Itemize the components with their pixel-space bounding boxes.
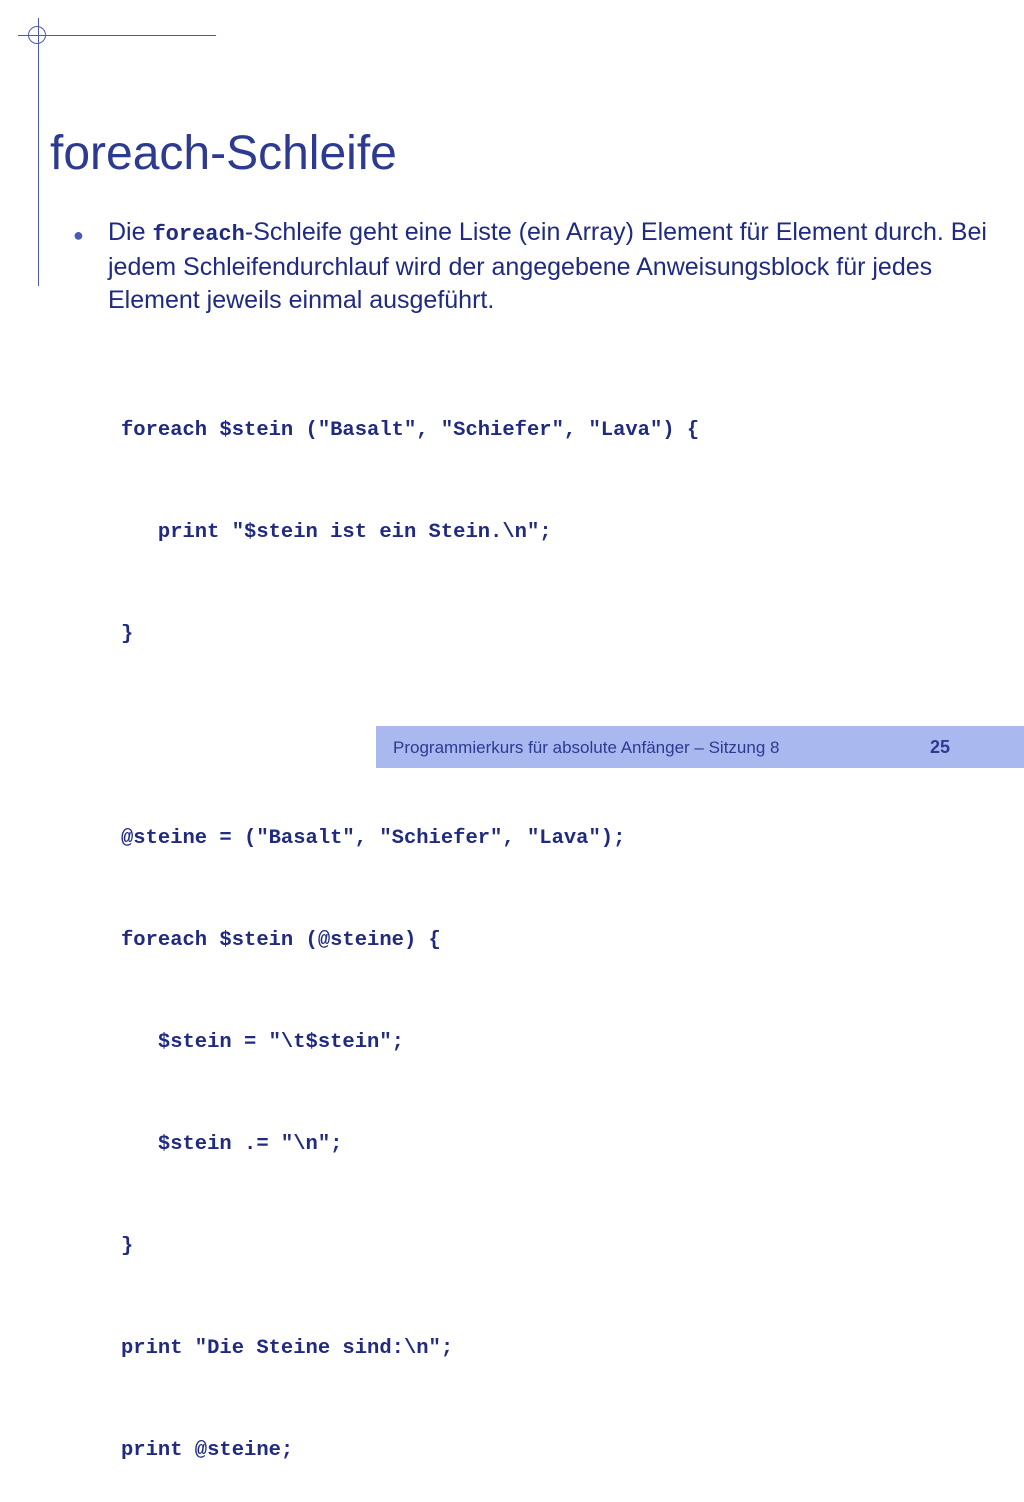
code-line: } xyxy=(121,1235,134,1258)
footer-text: Programmierkurs für absolute Anfänger – Sitzung 8 xyxy=(393,738,780,757)
bullet-text-post: -Schleife geht eine Liste (ein Array) Element für Element durch. Bei jedem Schleifendurchlauf wird der angegebene Anweisungsblock für jedes Element jeweils einmal ausgeführt. xyxy=(108,218,987,314)
code-block xyxy=(121,346,699,1502)
code-line: } xyxy=(121,623,134,646)
code-line: print @steine; xyxy=(121,1439,294,1462)
code-line: foreach $stein ("Basalt", "Schiefer", "Lava") { xyxy=(121,419,700,442)
bullet-text xyxy=(108,216,998,317)
slide-title: foreach-Schleife xyxy=(50,127,397,180)
decoration-vertical-line xyxy=(38,18,39,286)
code-line: $stein .= "\n"; xyxy=(121,1133,343,1156)
code-line: $stein = "\t$stein"; xyxy=(121,1031,404,1054)
bullet-keyword: foreach xyxy=(152,222,245,247)
page-number: 25 xyxy=(930,737,951,757)
code-line: print "Die Steine sind:\n"; xyxy=(121,1337,454,1360)
footer-bar xyxy=(376,726,1024,768)
code-line: @steine = ("Basalt", "Schiefer", "Lava"); xyxy=(121,827,626,850)
code-line: print "$stein ist ein Stein.\n"; xyxy=(121,521,552,544)
decoration-horizontal-line xyxy=(18,35,216,36)
code-line: foreach $stein (@steine) { xyxy=(121,929,441,952)
bullet-text-pre: Die xyxy=(108,218,153,246)
decoration-circle xyxy=(28,26,46,44)
bullet-dot-icon: ● xyxy=(73,225,84,245)
